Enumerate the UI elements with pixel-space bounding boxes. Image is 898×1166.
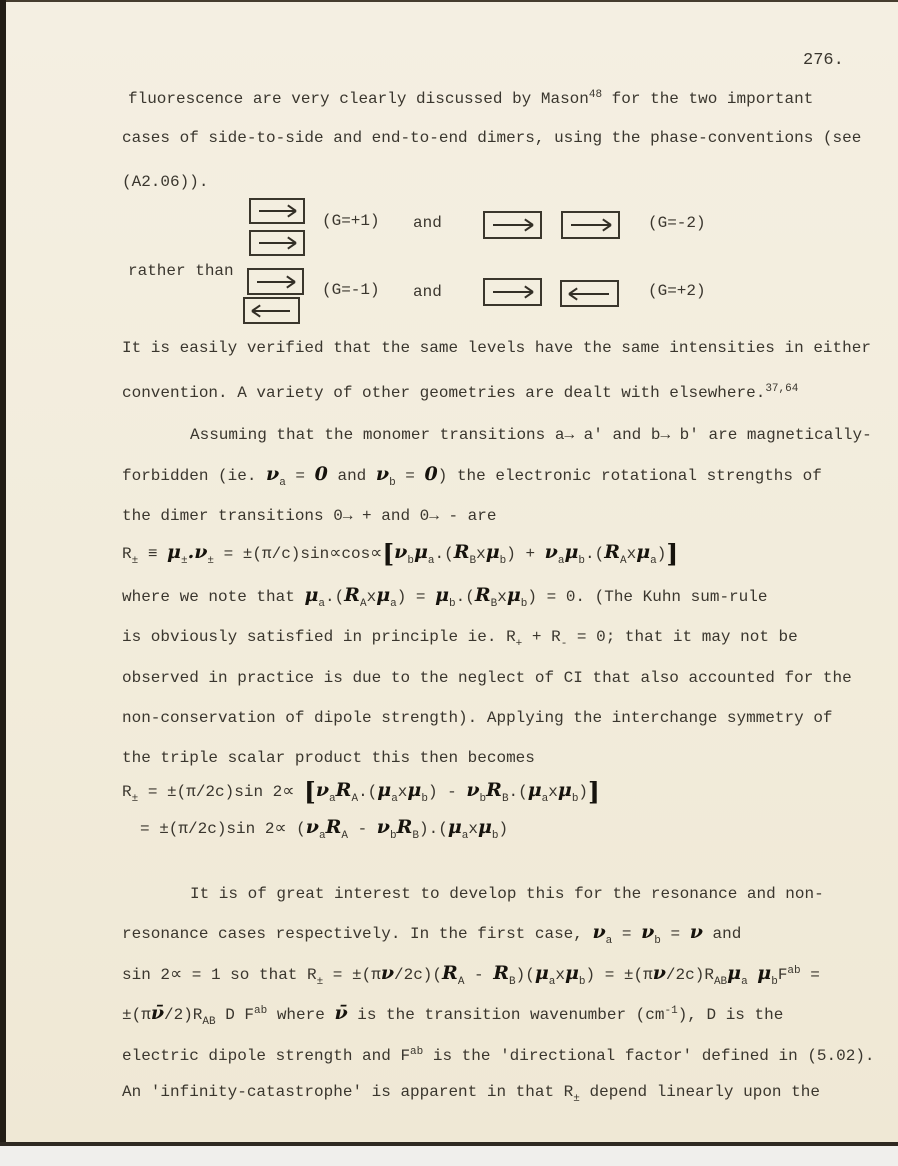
text-segment: [ <box>382 539 395 568</box>
text-segment: is obviously satisfied in principle ie. R <box>122 628 516 646</box>
text-segment: a <box>650 555 657 567</box>
handwritten-symbol: μ <box>506 584 521 606</box>
text-segment: AB <box>713 976 728 988</box>
page-number: 276. <box>803 51 844 70</box>
text-segment: a <box>557 555 565 567</box>
handwritten-symbol: R <box>474 584 491 606</box>
text-segment: b <box>520 598 528 610</box>
figure-label: (G=+2) <box>648 282 706 300</box>
handwritten-symbol: ν <box>266 463 280 485</box>
text-segment: An 'infinity-catastrophe' is apparent in that R <box>122 1083 574 1101</box>
text-segment: ) = ±(π <box>585 966 653 984</box>
text-segment: is the transition wavenumber (cm <box>347 1006 665 1024</box>
text-segment: ± <box>131 555 139 567</box>
text-segment: = <box>612 925 642 943</box>
text-segment: a <box>391 793 398 805</box>
text-line <box>190 883 824 905</box>
text-segment: ) the electronic rotational strengths of <box>437 467 822 485</box>
handwritten-symbol: ν <box>592 921 606 943</box>
text-segment: b <box>389 830 397 842</box>
text-segment: A <box>359 598 367 610</box>
text-segment: -1 <box>664 1005 678 1017</box>
text-segment: forbidden (ie. <box>122 467 267 485</box>
handwritten-symbol: ν <box>652 962 666 984</box>
text-segment: a <box>318 598 325 610</box>
text-segment: .( <box>358 783 378 801</box>
text-line <box>122 171 208 193</box>
text-segment: B <box>501 793 509 805</box>
handwritten-symbol: ν <box>466 779 480 801</box>
text-segment: ) + <box>506 545 545 563</box>
handwritten-symbol: μ <box>377 779 392 801</box>
handwritten-symbol: μ <box>167 541 181 563</box>
handwritten-symbol: R <box>335 779 352 801</box>
handwritten-symbol: μ <box>564 541 579 563</box>
text-segment: x <box>476 545 486 563</box>
text-segment: observed in practice is due to the neglect of CI that also accounted for the <box>122 669 852 687</box>
text-segment: ab <box>787 965 801 977</box>
text-segment: b <box>491 830 499 842</box>
text-segment: ) = <box>396 588 436 606</box>
text-segment: A <box>457 976 465 988</box>
text-segment: + <box>515 638 523 650</box>
handwritten-symbol: ν <box>194 541 208 563</box>
handwritten-symbol: R <box>442 962 458 984</box>
text-segment: depend linearly upon the <box>579 1083 820 1101</box>
text-segment: resonance cases respectively. In the first case, <box>122 925 593 943</box>
handwritten-symbol: R <box>325 816 342 838</box>
text-segment: = <box>395 467 425 485</box>
scan-edge-top <box>0 0 898 2</box>
scan-edge-left <box>0 0 6 1146</box>
text-segment: and <box>702 925 742 943</box>
text-segment: b <box>389 477 396 489</box>
handwritten-symbol: ν <box>315 779 330 801</box>
text-line <box>128 84 813 110</box>
text-segment: x <box>626 545 637 563</box>
text-segment: R <box>122 545 132 563</box>
text-segment: a <box>390 598 397 610</box>
handwritten-symbol: μ <box>485 541 500 563</box>
text-segment: electric dipole strength and F <box>122 1047 411 1065</box>
text-line <box>122 923 741 952</box>
handwritten-symbol: μ <box>447 816 462 838</box>
text-segment: .( <box>324 588 345 606</box>
text-segment: - <box>347 820 377 838</box>
handwritten-symbol: μ <box>527 779 542 801</box>
text-segment: D F <box>215 1006 255 1024</box>
text-segment: ≡ <box>138 545 168 563</box>
text-line <box>122 707 833 729</box>
handwritten-symbol: 0 <box>314 463 328 485</box>
text-segment: (A2.06)). <box>122 173 209 191</box>
handwritten-symbol: ν <box>641 921 655 943</box>
text-segment: a <box>427 555 435 567</box>
text-segment: x <box>397 783 408 801</box>
text-segment: = ±(π/c)sin <box>213 545 330 563</box>
text-segment: /2c)( <box>394 966 443 984</box>
text-segment: = <box>285 467 315 485</box>
text-segment: R <box>122 783 132 801</box>
figure-label: (G=-1) <box>322 281 380 299</box>
handwritten-symbol: R <box>486 779 502 801</box>
text-segment: [ <box>304 777 316 806</box>
text-segment: /2c)R <box>665 966 714 984</box>
text-segment: x <box>366 588 377 606</box>
handwritten-symbol: μ <box>477 816 492 838</box>
text-line <box>122 667 852 689</box>
text-segment: /2)R <box>164 1006 203 1024</box>
handwritten-symbol: ν̄ <box>334 1002 348 1024</box>
text-segment: ) - <box>427 783 467 801</box>
handwritten-symbol: μ <box>376 584 391 606</box>
text-line <box>122 1081 820 1110</box>
text-segment: ).( <box>419 820 448 838</box>
text-segment: a <box>329 793 336 805</box>
figure-label: and <box>413 283 442 301</box>
text-segment: sin 2 <box>122 966 171 984</box>
text-segment: a <box>318 830 326 842</box>
text-segment: fluorescence are very clearly discussed by Mason <box>128 90 589 108</box>
text-segment: ) <box>578 783 589 801</box>
handwritten-symbol: . <box>187 541 195 563</box>
handwritten-symbol: μ <box>413 541 428 563</box>
handwritten-symbol: μ <box>557 779 572 801</box>
text-segment: ab <box>254 1005 268 1017</box>
text-segment: b <box>578 976 586 988</box>
handwritten-symbol: R <box>344 584 360 606</box>
text-segment: ±(π <box>122 1006 151 1024</box>
text-line <box>122 747 535 769</box>
scan-edge-bottom <box>0 1142 898 1146</box>
text-segment: B <box>509 976 516 988</box>
handwritten-symbol: ν <box>380 962 394 984</box>
figure-label: (G=-2) <box>648 214 706 232</box>
text-segment: b <box>578 555 585 567</box>
text-segment: ) <box>656 545 667 563</box>
handwritten-symbol: R <box>604 541 620 563</box>
text-line <box>122 505 496 527</box>
text-segment: ∝ <box>282 781 295 801</box>
text-segment: a <box>548 976 556 988</box>
text-segment: ) <box>498 820 509 838</box>
text-segment: ± <box>131 793 139 805</box>
text-line <box>190 424 872 446</box>
text-segment: b <box>449 598 456 610</box>
text-segment: .( <box>455 588 475 606</box>
text-segment: A <box>351 793 359 805</box>
text-segment: .( <box>584 545 605 563</box>
text-segment: a <box>741 976 748 988</box>
text-segment: x <box>555 966 565 984</box>
text-segment: B <box>469 555 477 567</box>
text-segment: .( <box>508 783 528 801</box>
text-line <box>122 1041 875 1067</box>
text-segment: ∝ <box>370 543 383 563</box>
text-segment: 37,64 <box>765 383 799 395</box>
handwritten-symbol: μ <box>564 962 579 984</box>
text-segment: ∝ <box>274 818 287 838</box>
text-segment: = <box>660 925 690 943</box>
text-segment: for the two important <box>602 90 814 108</box>
text-segment: where <box>267 1006 335 1024</box>
text-segment: ab <box>410 1046 424 1058</box>
text-segment: ± <box>316 976 324 988</box>
equation-line <box>122 1000 783 1033</box>
handwritten-symbol: μ <box>304 584 319 606</box>
handwritten-symbol: μ <box>534 962 549 984</box>
text-segment: b <box>407 555 414 567</box>
text-segment: ), D is the <box>677 1006 784 1024</box>
text-segment: convention. A variety of other geometries are dealt with elsewhere. <box>122 384 766 402</box>
handwritten-symbol: ν <box>544 541 558 563</box>
text-segment: ± <box>573 1093 580 1105</box>
text-segment: cases of side-to-side and end-to-end dimers, using the phase-conventions (see <box>122 129 862 147</box>
text-segment: b <box>771 976 778 988</box>
text-line <box>122 378 798 404</box>
text-segment: b <box>421 793 428 805</box>
figure-label: rather than <box>128 262 234 280</box>
text-segment: the dimer transitions 0→ + and 0→ - are <box>122 507 497 525</box>
text-segment: = ±(π <box>323 966 381 984</box>
text-segment: It is easily verified that the same levels have the same intensities in either <box>122 339 871 357</box>
text-segment: ± <box>207 555 214 567</box>
text-segment: b <box>571 793 579 805</box>
text-segment: ] <box>588 777 600 806</box>
equation-line <box>140 817 508 847</box>
equation-line <box>122 960 820 993</box>
handwritten-symbol: μ <box>636 541 651 563</box>
handwritten-symbol: R <box>453 541 470 563</box>
text-line <box>122 127 861 149</box>
handwritten-symbol: R <box>396 816 413 838</box>
text-segment: x <box>497 588 507 606</box>
text-segment: ± <box>180 555 188 567</box>
text-segment: - <box>560 638 568 650</box>
text-segment: + R <box>522 628 561 646</box>
text-segment: = ±(π/2c)sin 2 <box>138 783 283 801</box>
handwritten-symbol: ν <box>375 463 390 485</box>
text-segment: F <box>777 966 788 984</box>
text-segment: cos <box>341 545 371 563</box>
text-segment: B <box>412 830 419 842</box>
text-segment: and <box>327 467 376 485</box>
handwritten-symbol: ν <box>376 816 390 838</box>
text-segment <box>748 966 758 984</box>
text-segment: It is of great interest to develop this for the resonance and non- <box>190 885 824 903</box>
handwritten-symbol: μ <box>727 962 742 984</box>
text-segment: - <box>464 966 494 984</box>
text-segment: )( <box>515 966 535 984</box>
text-line <box>122 586 767 615</box>
text-segment: the triple scalar product this then becomes <box>122 749 535 767</box>
text-segment: A <box>619 555 627 567</box>
text-segment: a <box>279 477 286 489</box>
handwritten-symbol: 0 <box>424 463 438 485</box>
text-segment: 48 <box>588 89 603 101</box>
text-segment: a <box>605 935 613 947</box>
text-segment: a <box>541 793 549 805</box>
text-segment: .( <box>434 545 454 563</box>
text-segment: x <box>468 820 478 838</box>
text-segment: = 0; that it may not be <box>567 628 798 646</box>
handwritten-symbol: ν <box>689 921 703 943</box>
text-segment <box>294 783 304 801</box>
figure-label: (G=+1) <box>322 212 380 230</box>
equation-line <box>122 779 600 810</box>
text-segment: x <box>548 783 558 801</box>
handwritten-symbol: ν <box>394 541 408 563</box>
handwritten-symbol: ν̄ <box>150 1002 164 1024</box>
text-line <box>122 337 871 359</box>
text-segment: B <box>490 598 498 610</box>
text-segment: b <box>499 555 507 567</box>
text-segment: where we note that <box>122 588 305 606</box>
text-segment: = <box>800 966 820 984</box>
text-segment: b <box>654 935 661 947</box>
text-line <box>122 465 822 494</box>
text-segment: ∝ <box>329 543 342 563</box>
text-segment: a <box>461 830 469 842</box>
text-segment: ) = 0. (The Kuhn sum-rule <box>527 588 768 606</box>
text-line <box>122 626 798 655</box>
handwritten-symbol: ν <box>305 816 319 838</box>
text-segment: = ±(π/2c)sin 2 <box>140 820 275 838</box>
handwritten-symbol: μ <box>435 584 450 606</box>
text-segment: AB <box>202 1016 216 1028</box>
text-segment: b <box>479 793 487 805</box>
handwritten-symbol: μ <box>407 779 422 801</box>
text-segment: ( <box>286 820 306 838</box>
text-segment: non-conservation of dipole strength). Applying the interchange symmetry of <box>122 709 833 727</box>
text-segment: Assuming that the monomer transitions a→ a' and b→ b' are magnetically- <box>190 426 872 444</box>
handwritten-symbol: μ <box>757 962 772 984</box>
figure-label: and <box>413 214 442 232</box>
text-segment: = 1 so that R <box>182 966 317 984</box>
text-segment: is the 'directional factor' defined in (5.02). <box>423 1047 875 1065</box>
text-segment: A <box>341 830 348 842</box>
text-segment: ∝ <box>170 964 183 984</box>
handwritten-symbol: R <box>493 962 510 984</box>
equation-line <box>122 541 678 572</box>
text-segment: ] <box>666 539 679 568</box>
